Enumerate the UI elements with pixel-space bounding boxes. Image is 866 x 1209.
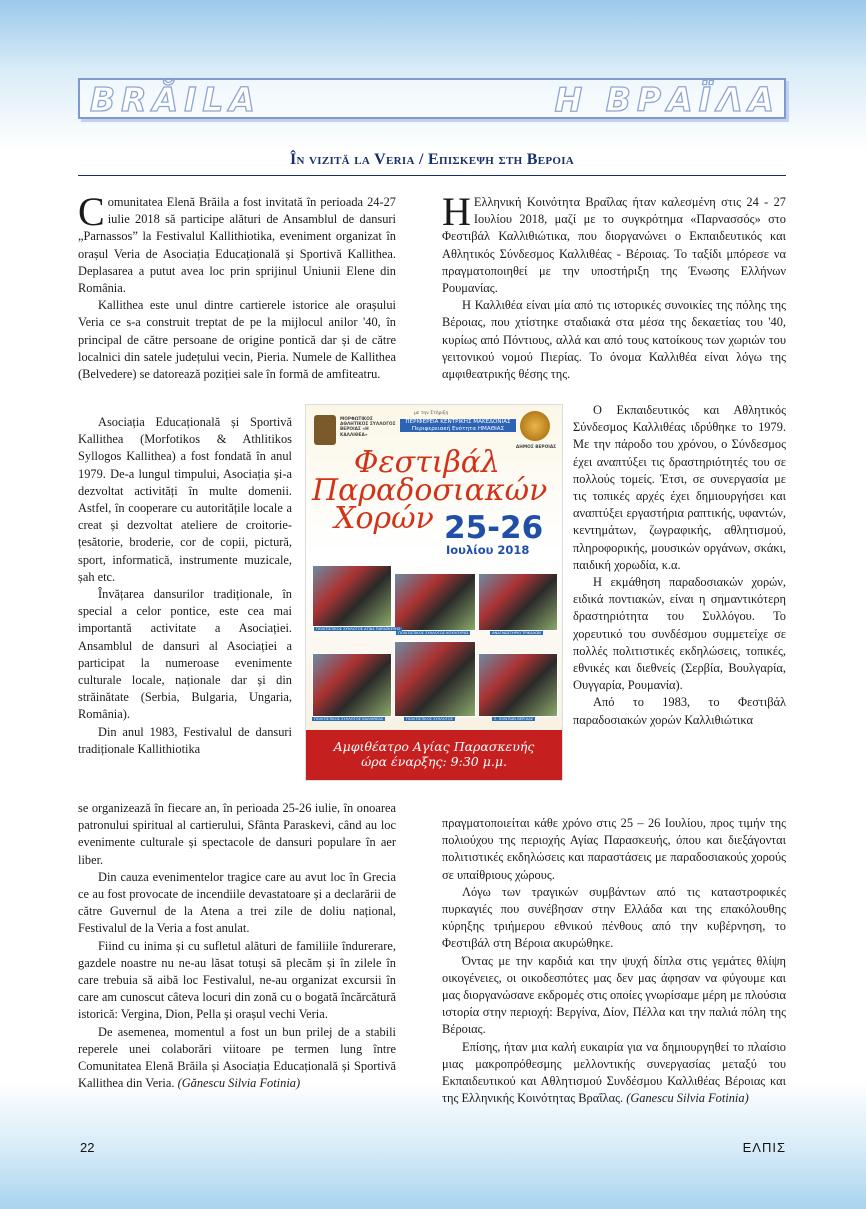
municipality-logo [520, 411, 550, 441]
gr-paragraph-5a: Από το 1983, το Φεστιβάλ παραδοσιακών χορών Καλλιθιώτικα [573, 695, 786, 727]
poster-photo-caption: ΠΟΛΙΤΙΣΤΙΚΟΣ ΣΥΛΛΟΓΟΣ ΚΟΥΛΟΥΡΑΣ [398, 631, 469, 635]
ro-paragraph-4: Învățarea dansurilor tradiționale, în special a celor pontice, este cea mai importantă activitate a Asociației. Ansamblul de dansuri al Asociației a participat la numeroase evenimente culturale locale, naționale dar și din străinătate (Serbia, Bulgaria, Ungaria, România). [78, 587, 292, 722]
poster-photo-caption: Σ. ΠΟΝΤΙΩΝ ΒΕΡΟΙΑΣ [494, 717, 534, 721]
ro-paragraph-3: Asociația Educațională și Sportivă Kallithea (Morfotikos & Athlitikos Syllogos Kallithea) a fost fondată în anul 1979. De-a lungul timpului, Asociația și-a dezvoltat activități în multe domenii. Astfel, în cooperare cu autoritățile locale a creat și dezvoltat ateliere de croitorie-țesătorie, broderie, cor de copii, pictură, sport, informatică, instrumente muzicale, șah etc. [78, 415, 292, 584]
title-divider [78, 175, 786, 176]
gr-author: (Ganescu Silvia Fotinia) [626, 1091, 749, 1106]
ro-paragraph-8: De asemenea, momentul a fost un bun prilej de a stabili reperele unei colaborări viitoare pe termen lung între Comunitatea Elenă Brăila și Asociația Educațională și Sportivă Kallithea din Veria. (Gănescu Silvia Fotinia) [78, 1024, 396, 1091]
poster-region-label: ΠΕΡΙΦΕΡΕΙΑ ΚΕΝΤΡΙΚΗΣ ΜΑΚΕΔΟΝΙΑΣ Περιφερειακή Ενότητα ΗΜΑΘΙΑΣ [400, 419, 516, 432]
poster-title: Φεστιβάλ Παραδοσιακών Χορών [312, 445, 548, 536]
ro-author: (Gănescu Silvia Fotinia) [177, 1076, 301, 1091]
poster-venue-banner [306, 730, 562, 780]
poster-photo [478, 653, 558, 717]
ro-dropcap: C [78, 189, 105, 234]
page-number: 22 [80, 1140, 95, 1155]
gr-paragraph-5b: πραγματοποιείται κάθε χρόνο στις 25 – 26 Ιουλίου, προς τιμήν της πολιούχου της περιοχής Αγίας Παρασκευής, όπου και διεξάγονται πολιτιστικές εκδηλώσεις και παραστάσεις με παραδοσιακούς χορούς σε υπαίθριους χώρους. [442, 816, 786, 882]
poster-photo [394, 641, 476, 717]
banner-left-word: BRĂILA [90, 80, 261, 119]
poster-photo [312, 653, 392, 717]
ro-paragraph-5a: Din anul 1983, Festivalul de dansuri tradiționale Kallithiotika [78, 724, 292, 756]
ro-paragraph-6: Din cauza evenimentelor tragice care au avut loc în Grecia ce au fost provocate de incendiile devastatoare și a declarării de către Guvernul de la Atena a trei zile de doliu național, Festivalul de la Veria a fost anulat. [78, 869, 396, 936]
gr-paragraph-4: Η εκμάθηση παραδοσιακών χορών, ειδικά ποντιακών, είναι η σημαντικότερη δραστηριότητα του Συλλόγου. Το χορευτικό του συνδέσμου συμμετείχε σε πολλές πολιτιστικές εκδηλώσεις, τοπικές, εθνικές και διεθνείς (Σερβία, Βουλγαρία, Ουγγαρία, Ρουμανία). [573, 575, 786, 693]
association-logo [314, 415, 336, 445]
gr-paragraph-8: Επίσης, ήταν μια καλή ευκαιρία για να δημιουργηθεί το πλαίσιο μιας μακροπρόθεσμης μελλοντικής συνεργασίας μεταξύ του Εκπαιδευτικού και Αθλητισμού Συνδέσμου Καλλιθέας Βέροιας και της Ελληνικής Κοινότητας Βραΐλας. (Ganescu Silvia Fotinia) [442, 1039, 786, 1106]
article-title: În vizită la Veria / Επισκεψη στη Βεροια [289, 151, 575, 168]
poster-org-left: ΜΟΡΦΩΤΙΚΟΣ ΑΘΛΗΤΙΚΟΣ ΣΥΛΛΟΓΟΣ ΒΕΡΟΙΑΣ «Η ΚΑΛΛΙΘΕΑ» [340, 417, 396, 438]
ro-paragraph-1: Comunitatea Elenă Brăila a fost invitată în perioada 24-27 iulie 2018 să participe alături de Ansamblul de dansuri „Parnassos” la Festivalul Kallithiotika, eveniment organizat în orașul Veria de Asociația Educațională și Sportivă Kallithea. Deplasarea a putut avea loc prin sprijinul Uniunii Elene din România. [78, 189, 396, 296]
magazine-name: ΕΛΠΙΣ [742, 1140, 786, 1155]
gr-column-bottom [442, 815, 786, 1107]
poster-photo-caption: ΠΟΛΙΤΙΣΤΙΚΟΣ ΣΥΛΛΟΓΟΣ [406, 717, 453, 721]
poster-photo [394, 573, 476, 631]
poster-photo [478, 573, 558, 631]
poster-venue: Αμφιθέατρο Αγίας Παρασκευής [333, 739, 535, 754]
gr-paragraph-7: Όντας με την καρδιά και την ψυχή δίπλα στις γεμάτες θλίψη οικογένειες, οι οικοδεσπότες μας δεν μας άφησαν να φύγουμε και μας διοργανώσανε εκδρομές στις οποίες γνωρίσαμε μέρη με πλούσια ιστορία στην περιοχή: Βεργίνα, Δίον, Πέλλα και την παλιά πόλη της Βέροιας. [442, 953, 786, 1037]
ro-paragraph-5b: se organizează în fiecare an, în perioada 25-26 iulie, în onoarea patronului spiritual al cartierului, Sfânta Paraskevi, când au loc evenimente culturale și spectacole de dansuri populare în aer liber. [78, 801, 396, 867]
poster-month: Ιουλίου 2018 [446, 543, 530, 557]
poster-org-right: ΔΗΜΟΣ ΒΕΡΟΙΑΣ [515, 445, 557, 450]
gr-paragraph-6: Λόγω των τραγικών συμβάντων από τις καταστροφικές πυρκαγιές που συνέβησαν στην Ελλάδα και της επακόλουθης κύρηξης τριήμερου εθνικού πένθους από την κυβέρνηση, το Φεστιβάλ στη Βέροια ακυρώθηκε. [442, 884, 786, 951]
gr-column-narrow [573, 402, 786, 729]
section-banner [78, 78, 786, 119]
gr-paragraph-1: Η Ελληνική Κοινότητα Βραΐλας ήταν καλεσμένη στις 24 - 27 Ιουλίου 2018, μαζί με το συγκρότημα «Παρνασσός» στο Φεστιβάλ Καλλιθιώτικα, που διοργανώνει ο Εκπαιδευτικός και Αθλητικός Σύνδεσμος Καλλιθέας - Βέροιας. Το ταξίδι μπόρεσε να πραγματοποιηθεί με την υποστήριξη της Ένωσης Ελλήνων Ρουμανίας. [442, 189, 786, 296]
ro-column-narrow [78, 414, 292, 758]
poster-dates: 25-26 [444, 510, 544, 546]
ro-column-bottom [78, 800, 396, 1092]
gr-paragraph-3: Ο Εκπαιδευτικός και Αθλητικός Σύνδεσμος Καλλιθέας ιδρύθηκε το 1979. Με την πάροδο του χρόνου, ο Σύνδεσμος έχει αναπτύξει τις δραστηριότητές του σε πολλούς τομείς. Έτσι, σε συνεργασία με τις τοπικές αρχές έχει δημιουργήσει και αναπτύξει εργαστήρια ραπτικής, υφαντών, κεντημάτων, ζωγραφικής, αθλητισμού, πληροφορικής, μουσικών οργάνων, σκάκι, παιδική χορωδία, κ.α. [573, 403, 786, 572]
poster-start-time: ώρα έναρξης: 9:30 μ.μ. [361, 754, 507, 769]
banner-right-word: Η ΒΡΑΪΛΑ [554, 80, 780, 119]
gr-paragraph-2: Η Καλλιθέα είναι μία από τις ιστορικές συνοικίες της πόλης της Βέροιας, που χτίστηκε σταδιακά στα μέσα της δεκαετίας του '40, κυρίως από Πόντιους, αλλά και από τους κατοίκους των χωριών του γειτονικού νομού Πιερίας. Το όνομα Καλλιθέα είναι λόγω της αμφιθεατρικής θέσης της. [442, 298, 786, 382]
ro-paragraph-7: Fiind cu inima și cu sufletul alături de familiile îndurerare, gazdele noastre nu ne-au lăsat totuși să plecăm și în zilele în care trebuia să aibă loc Festivalul, ne-au organizat excursii în care am cunoscut câteva locuri din zonă cu o bogată încărcătură istorică: Vergina, Dion, Pella și orașul vechi Veria. [78, 938, 396, 1022]
ro-column-top [78, 189, 396, 383]
gr-column-top [442, 189, 786, 383]
poster-sponsor-label: με την Στήριξη [414, 411, 449, 416]
gr-dropcap: Η [442, 189, 471, 234]
ro-paragraph-2: Kallithea este unul dintre cartierele istorice ale orașului Veria ce s-a construit treptat de pe la mijlocul anilor '40, în principal de către persoane de origine pontică dar și de către localnici din satele județului vecin, Pieria. Numele de Kallithea (Belvedere) se datorează poziției sale în formă de amfiteatru. [78, 298, 396, 382]
poster-photo-caption: ΑΝΑΓΝΩΣΤΗΡΙΟ ΤΡΙΚΑΛΩΝ [492, 631, 541, 635]
poster-photo [312, 565, 392, 627]
festival-poster [306, 405, 562, 780]
poster-photo-caption: ΠΟΛΙΤΙΣΤΙΚΟΣ ΣΥΛΛΟΓΟΣ ΑΓΙΑΣ ΠΑΡΑΣΚΕΥΗΣ [316, 627, 401, 631]
poster-photo-caption: ΠΟΛΙΤΙΣΤΙΚΟΣ ΣΥΛΛΟΓΟΣ ΚΑΛΛΙΘΕΑΣ [314, 717, 384, 721]
